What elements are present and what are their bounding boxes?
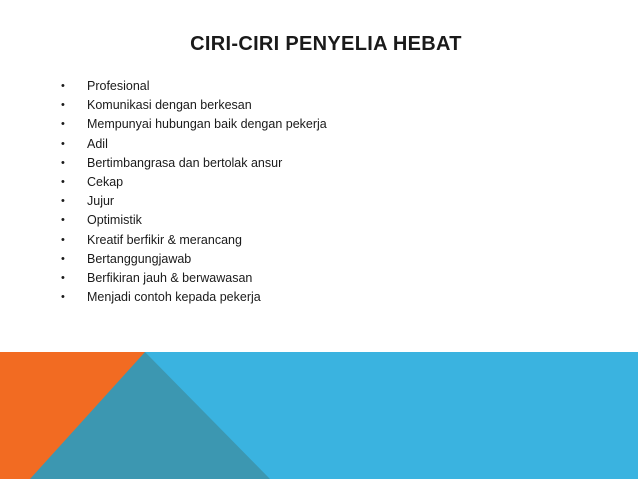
list-item-text: Komunikasi dengan berkesan bbox=[87, 98, 252, 113]
list-item-text: Optimistik bbox=[87, 213, 142, 228]
slide-title-text: CIRI-CIRI PENYELIA HEBAT bbox=[190, 33, 462, 55]
list-item-text: Profesional bbox=[87, 79, 150, 93]
bullet-icon: • bbox=[61, 99, 65, 112]
list-item-text: Jujur bbox=[87, 194, 115, 209]
bullet-icon: • bbox=[61, 195, 65, 208]
bullet-icon: • bbox=[61, 80, 65, 92]
bullet-icon: • bbox=[61, 291, 65, 304]
bullet-icon: • bbox=[61, 137, 65, 150]
bullet-icon: • bbox=[61, 271, 65, 284]
list-item-text: Menjadi contoh kepada pekerja bbox=[87, 290, 261, 305]
list-item-text: Bertanggungjawab bbox=[87, 251, 192, 266]
bullet-icon: • bbox=[61, 252, 65, 265]
list-item-text: Mempunyai hubungan baik dengan pekerja bbox=[87, 117, 327, 132]
decorative-footer-shapes bbox=[0, 352, 638, 479]
list-item-text: Adil bbox=[87, 136, 108, 151]
list-item-text: Bertimbangrasa dan bertolak ansur bbox=[87, 155, 283, 170]
bullet-icon: • bbox=[61, 233, 65, 246]
list-item-text: Cekap bbox=[87, 174, 124, 189]
bullet-icon: • bbox=[61, 175, 65, 188]
bullet-icon: • bbox=[61, 156, 65, 169]
list-item-text: Berfikiran jauh & berwawasan bbox=[87, 270, 253, 285]
bullet-icon: • bbox=[61, 118, 65, 131]
slide-title bbox=[0, 33, 638, 56]
list-item-text: Kreatif berfikir & merancang bbox=[87, 232, 242, 247]
bullet-icon: • bbox=[61, 214, 65, 227]
